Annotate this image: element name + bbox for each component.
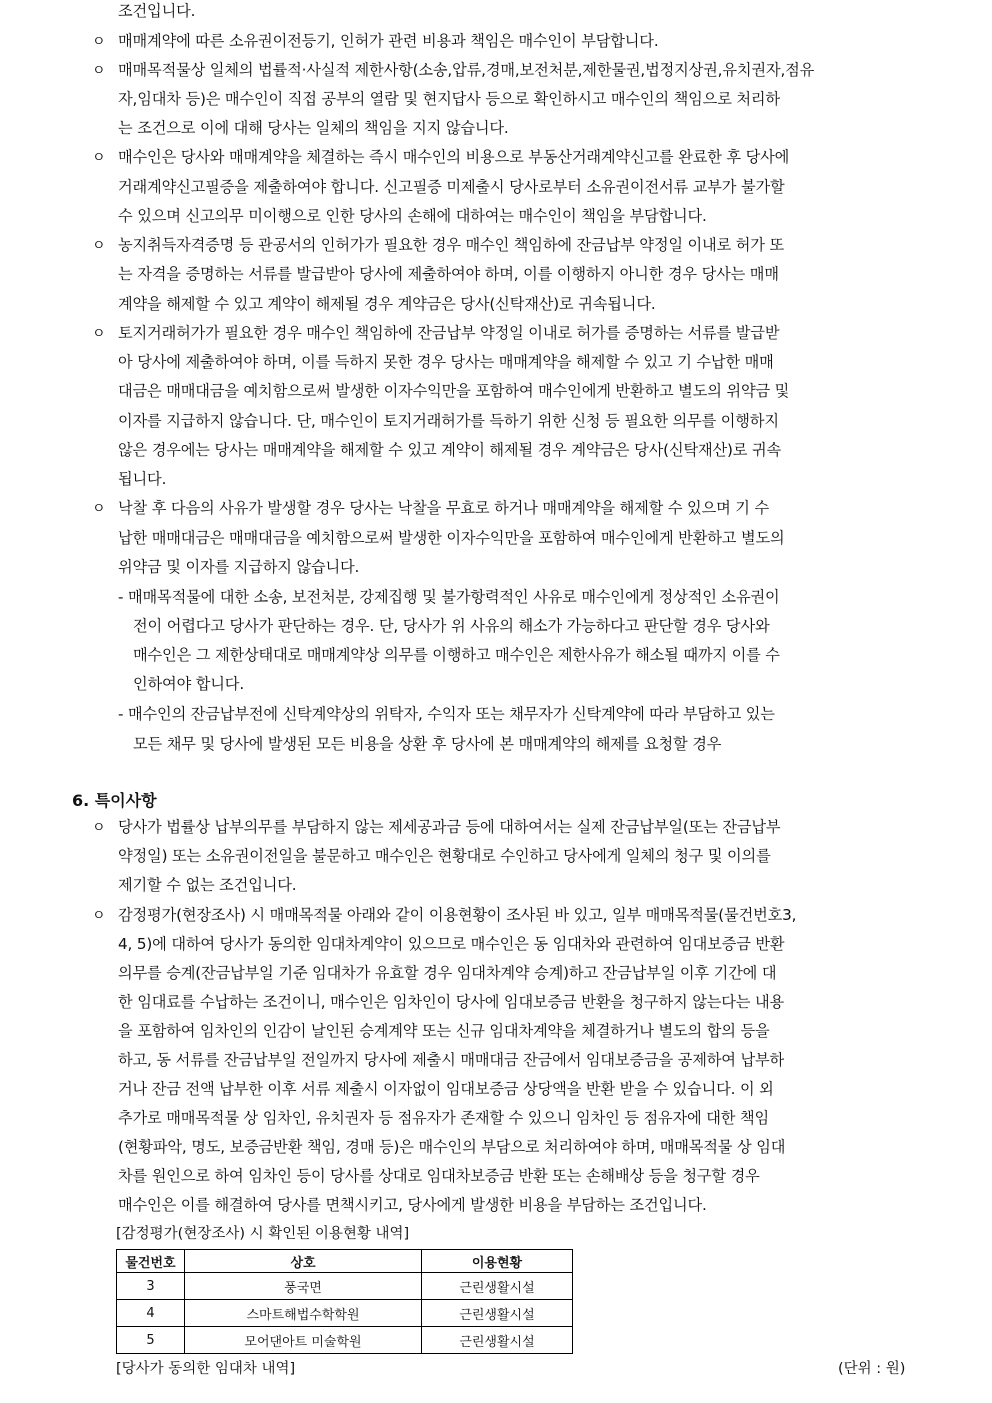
column-header: 이용현황 [422,1250,573,1273]
sub-item-line: 전이 어렵다고 당사가 판단하는 경우. 단, 당사가 위 사유의 해소가 가능하다고 판단할 경우 당사와 [133,617,770,635]
table-cell: 4 [117,1300,185,1327]
text-line: 이자를 지급하지 않습니다. 단, 매수인이 토지거래허가를 득하기 위한 신청 등 필요한 의무를 이행하지 [118,412,779,430]
text-line: 않은 경우에는 당사는 매매계약을 해제할 수 있고 계약이 해제될 경우 계약금은 당사(신탁재산)로 귀속 [118,441,782,459]
text-line: 약정일) 또는 소유권이전일을 불문하고 매수인은 현황대로 수인하고 당사에게 일체의 청구 및 이의를 [118,847,771,865]
bullet-mark: ㅇ [92,820,106,836]
table-row [117,1327,573,1354]
bullet-mark: ㅇ [92,34,106,50]
text-line: 하고, 동 서류를 잔금납부일 전일까지 당사에 제출시 매매대금 잔금에서 임대보증금을 공제하여 납부하 [118,1051,785,1069]
lease-caption: [당사가 동의한 임대차 내역] [116,1361,296,1377]
text-line: 위약금 및 이자를 지급하지 않습니다. [118,558,360,576]
table-cell: 근린생활시설 [422,1327,573,1354]
bullet-mark: ㅇ [92,150,106,166]
text-line: 차를 원인으로 하여 임차인 등이 당사를 상대로 임대차보증금 반환 또는 손해배상 등을 청구할 경우 [118,1167,760,1185]
text-line: 조건입니다. [118,2,196,20]
table-caption: [감정평가(현장조사) 시 확인된 이용현황 내역] [116,1226,410,1242]
text-line: 납한 매매대금은 매매대금을 예치함으로써 발생한 이자수익만을 포함하여 매수인에게 반환하고 별도의 [118,529,785,547]
sub-item-line: 인하여야 합니다. [133,675,245,693]
text-line: 감정평가(현장조사) 시 매매목적물 아래와 같이 이용현황이 조사된 바 있고, 일부 매매목적물(물건번호3, [118,906,797,924]
column-header: 물건번호 [117,1250,185,1273]
bullet-mark: ㅇ [92,238,106,254]
text-line: 토지거래허가가 필요한 경우 매수인 책임하에 잔금납부 약정일 이내로 허가를 증명하는 서류를 발급받 [118,324,780,342]
column-header: 상호 [185,1250,422,1273]
text-line: 낙찰 후 다음의 사유가 발생할 경우 당사는 낙찰을 무효로 하거나 매매계약을 해제할 수 있으며 기 수 [118,499,770,517]
unit-caption: (단위 : 원) [838,1361,906,1377]
text-line: 을 포함하여 임차인의 인감이 날인된 승계계약 또는 신규 임대차계약을 체결하거나 별도의 합의 등을 [118,1022,770,1040]
bullet-mark: ㅇ [92,501,106,517]
text-line: 는 자격을 증명하는 서류를 발급받아 당사에 제출하여야 하며, 이를 이행하지 아니한 경우 당사는 매매 [118,265,779,283]
text-line: 됩니다. [118,470,167,488]
table-row [117,1273,573,1300]
text-line: (현황파악, 명도, 보증금반환 책임, 경매 등)은 매수인의 부담으로 처리하여야 하며, 매매목적물 상 임대 [118,1138,786,1156]
text-line: 의무를 승계(잔금납부일 기준 임대차가 유효할 경우 임대차계약 승계)하고 잔금납부일 이후 기간에 대 [118,964,777,982]
sub-item-line: - 매매목적물에 대한 소송, 보전처분, 강제집행 및 불가항력적인 사유로 매수인에게 정상적인 소유권이 [118,588,780,606]
text-line: 당사가 법률상 납부의무를 부담하지 않는 제세공과금 등에 대하여서는 실제 잔금납부일(또는 잔금납부 [118,818,781,836]
text-line: 제기할 수 없는 조건입니다. [118,876,297,894]
text-line: 거나 잔금 전액 납부한 이후 서류 제출시 이자없이 임대보증금 상당액을 반환 받을 수 있습니다. 이 외 [118,1080,774,1098]
text-line: 추가로 매매목적물 상 임차인, 유치권자 등 점유자가 존재할 수 있으니 임차인 등 점유자에 대한 책임 [118,1109,770,1127]
bullet-mark: ㅇ [92,326,106,342]
text-line: 농지취득자격증명 등 관공서의 인허가가 필요한 경우 매수인 책임하에 잔금납부 약정일 이내로 허가 또 [118,236,785,254]
table-header-row [117,1250,573,1273]
text-line: 매수인은 당사와 매매계약을 체결하는 즉시 매수인의 비용으로 부동산거래계약신고를 완료한 후 당사에 [118,148,790,166]
bullet-mark: ㅇ [92,63,106,79]
text-line: 한 임대료를 수납하는 조건이니, 매수인은 임차인이 당사에 임대보증금 반환을 청구하지 않는다는 내용 [118,993,785,1011]
text-line: 대금은 매매대금을 예치함으로써 발생한 이자수익만을 포함하여 매수인에게 반환하고 별도의 위약금 및 [118,382,790,400]
sub-item-line: 모든 채무 및 당사에 발생된 모든 비용을 상환 후 당사에 본 매매계약의 해제를 요청할 경우 [133,735,722,753]
table-cell: 근린생활시설 [422,1300,573,1327]
text-line: 아 당사에 제출하여야 하며, 이를 득하지 못한 경우 당사는 매매계약을 해제할 수 있고 기 수납한 매매 [118,353,774,371]
table-cell: 풍국면 [185,1273,422,1300]
text-line: 수 있으며 신고의무 미이행으로 인한 당사의 손해에 대하여는 매수인이 책임을 부담합니다. [118,207,707,225]
table-row [117,1300,573,1327]
table-cell: 스마트해법수학학원 [185,1300,422,1327]
table-cell: 5 [117,1327,185,1354]
text-line: 4, 5)에 대하여 당사가 동의한 임대차계약이 있으므로 매수인은 동 임대차와 관련하여 임대보증금 반환 [118,935,785,953]
section-heading: 6. 특이사항 [72,791,157,810]
sub-item-line: 매수인은 그 제한상태대로 매매계약상 의무를 이행하고 매수인은 제한사유가 해소될 때까지 이를 수 [133,646,780,664]
text-line: 매매목적물상 일체의 법률적·사실적 제한사항(소송,압류,경매,보전처분,제한물권,법정지상권,유치권자,점유 [118,61,815,79]
usage-status-table [116,1249,573,1354]
text-line: 계약을 해제할 수 있고 계약이 해제될 경우 계약금은 당사(신탁재산)로 귀속됩니다. [118,295,656,313]
text-line: 매매계약에 따른 소유권이전등기, 인허가 관련 비용과 책임은 매수인이 부담합니다. [118,32,659,50]
text-line: 매수인은 이를 해결하여 당사를 면책시키고, 당사에게 발생한 비용을 부담하는 조건입니다. [118,1196,707,1214]
table-cell: 근린생활시설 [422,1273,573,1300]
bullet-mark: ㅇ [92,908,106,924]
table-cell: 모어댄아트 미술학원 [185,1327,422,1354]
text-line: 거래계약신고필증을 제출하여야 합니다. 신고필증 미제출시 당사로부터 소유권이전서류 교부가 불가할 [118,178,785,196]
text-line: 자,임대차 등)은 매수인이 직접 공부의 열람 및 현지답사 등으로 확인하시고 매수인의 책임으로 처리하 [118,90,780,108]
text-line: 는 조건으로 이에 대해 당사는 일체의 책임을 지지 않습니다. [118,119,509,137]
table-cell: 3 [117,1273,185,1300]
sub-item-line: - 매수인의 잔금납부전에 신탁계약상의 위탁자, 수익자 또는 채무자가 신탁계약에 따라 부담하고 있는 [118,705,775,723]
